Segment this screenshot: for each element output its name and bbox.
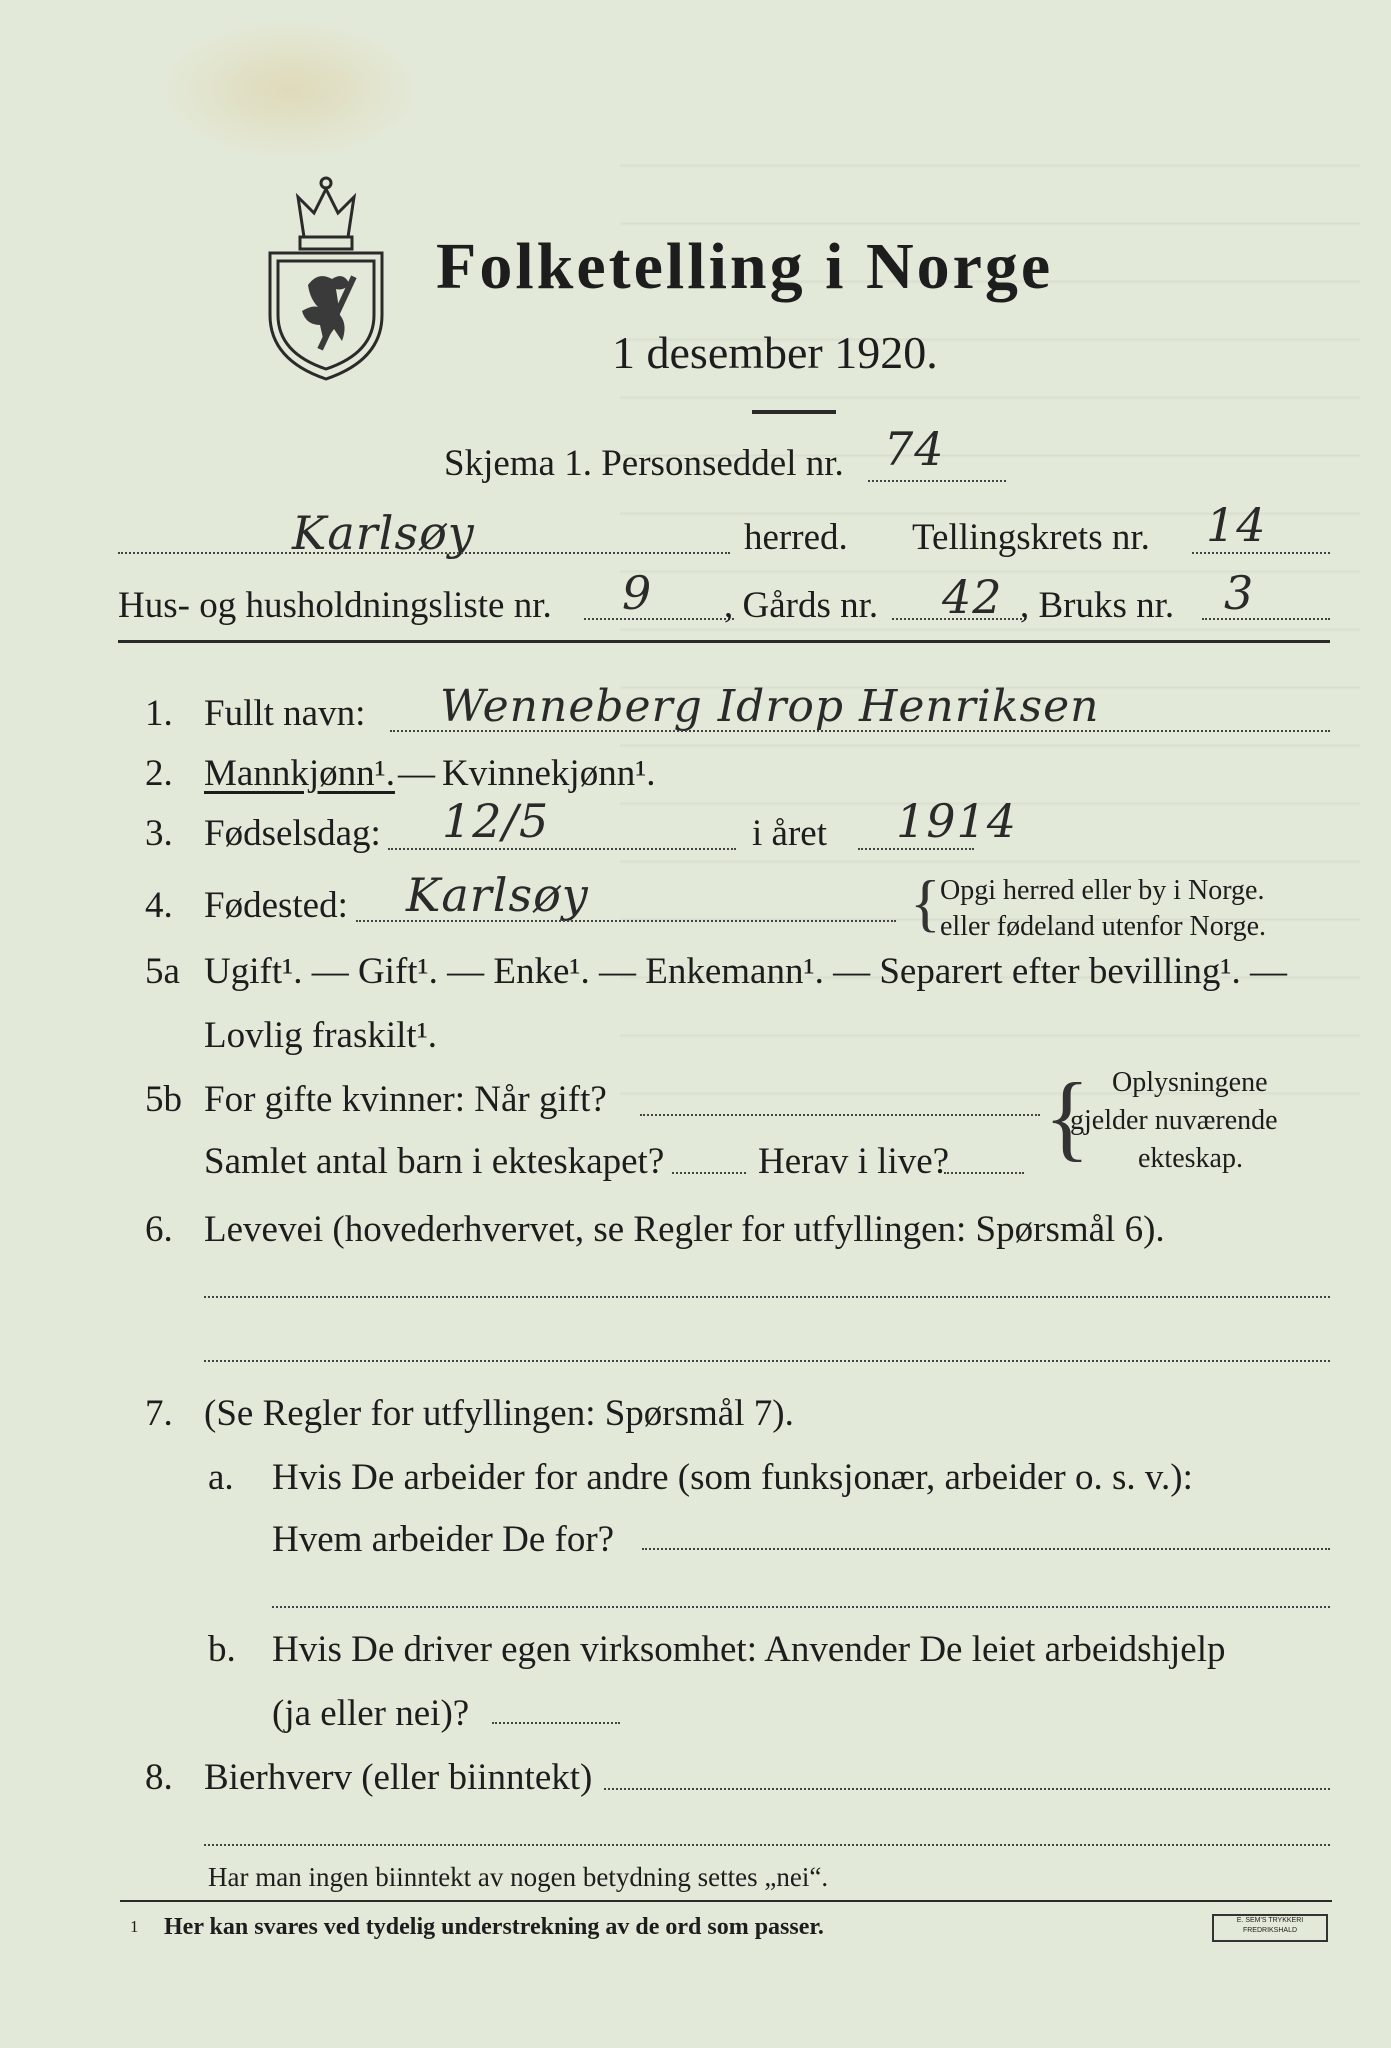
bruks-label: , Bruks nr. [1020, 585, 1175, 626]
q5b-note-2: gjelder nuværende [1070, 1105, 1278, 1136]
q7a-line-1 [642, 1548, 1330, 1550]
gards-line [892, 618, 1026, 620]
q7b-text-2: (ja eller nei)? [272, 1693, 470, 1734]
hus-line [584, 618, 734, 620]
q5b-brace: { [1044, 1063, 1091, 1170]
footnote-text: Her kan svares ved tydelig understrekning av de ord som passer. [164, 1914, 824, 1940]
bruks-value: 3 [1224, 566, 1255, 620]
q5b-note-3: ekteskap. [1138, 1143, 1243, 1174]
q7-number: 7. [145, 1393, 173, 1434]
q4-brace: { [910, 867, 941, 938]
schema-label: Skjema 1. Personseddel nr. [444, 443, 844, 484]
tellingskrets-label: Tellingskrets nr. [912, 517, 1150, 558]
q3-year-line [858, 848, 974, 850]
q7b-letter: b. [208, 1629, 236, 1670]
q7b-line [492, 1722, 620, 1724]
q3-label: Fødselsdag: [204, 813, 381, 854]
coat-of-arms-icon [262, 175, 390, 385]
herred-value: Karlsøy [292, 506, 475, 560]
q7a-letter: a. [208, 1457, 234, 1498]
herred-line [118, 552, 730, 554]
q8-number: 8. [145, 1757, 173, 1798]
q5b-note-1: Oplysningene [1112, 1067, 1268, 1098]
q4-label: Fødested: [204, 885, 348, 926]
bruks-line [1202, 618, 1330, 620]
q3-year-label: i året [752, 813, 827, 854]
gards-value: 42 [942, 570, 1003, 624]
q1-number: 1. [145, 693, 173, 734]
q8-line-2 [204, 1844, 1330, 1846]
q8-line-1 [604, 1788, 1330, 1790]
q5b-text-2: Samlet antal barn i ekteskapet? [204, 1141, 665, 1182]
q5b-text-1: For gifte kvinner: Når gift? [204, 1079, 607, 1120]
q4-birthplace-value: Karlsøy [406, 868, 589, 922]
q2-number: 2. [145, 753, 173, 794]
q6-number: 6. [145, 1209, 173, 1250]
printer-mark: E. SEM'S TRYKKERI FREDRIKSHALD [1212, 1914, 1328, 1942]
q3-number: 3. [145, 813, 173, 854]
q7b-text-1: Hvis De driver egen virksomhet: Anvender De leiet arbeidshjelp [272, 1629, 1226, 1670]
q6-text: Levevei (hovederhvervet, se Regler for utfyllingen: Spørsmål 6). [204, 1209, 1165, 1250]
tellingskrets-value: 14 [1206, 498, 1267, 552]
q6-line-1 [204, 1296, 1330, 1298]
q2-male-option: Mannkjønn¹. [204, 753, 395, 794]
q3-birthdate-value: 12/5 [442, 794, 550, 848]
q7a-text-2: Hvem arbeider De for? [272, 1519, 615, 1560]
footer-divider [120, 1900, 1332, 1902]
q8-note: Har man ingen biinntekt av nogen betydning settes „nei“. [208, 1862, 829, 1892]
q4-line [356, 920, 896, 922]
q5b-text-3: Herav i live? [758, 1141, 950, 1182]
herred-label: herred. [744, 517, 848, 558]
schema-number-value: 74 [884, 422, 945, 476]
q7a-text-1: Hvis De arbeider for andre (som funksjonær, arbeider o. s. v.): [272, 1457, 1193, 1498]
q3-year-value: 1914 [896, 794, 1018, 848]
schema-number-line [868, 480, 1006, 482]
q5b-children-line [672, 1172, 746, 1174]
hus-value: 9 [622, 566, 653, 620]
q6-line-2 [204, 1360, 1330, 1362]
q3-date-line [388, 848, 736, 850]
q4-number: 4. [145, 885, 173, 926]
gards-label: , Gårds nr. [724, 585, 879, 626]
footnote-marker: 1 [130, 1917, 139, 1936]
q2-separator: — [398, 753, 435, 794]
hus-label: Hus- og husholdningsliste nr. [118, 585, 552, 626]
q5b-married-line [640, 1114, 1040, 1116]
q5a-text-1: Ugift¹. — Gift¹. — Enke¹. — Enkemann¹. — Separert efter bevilling¹. — [204, 951, 1287, 992]
paper-stain [160, 20, 420, 160]
tellingskrets-line [1192, 552, 1330, 554]
q4-note-1: Opgi herred eller by i Norge. [940, 875, 1265, 906]
q5b-number: 5b [145, 1079, 182, 1120]
q4-note-2: eller fødeland utenfor Norge. [940, 911, 1267, 942]
q8-text: Bierhverv (eller biinntekt) [204, 1757, 593, 1798]
q5a-number: 5a [145, 951, 180, 992]
census-date: 1 desember 1920. [612, 327, 938, 378]
q5a-text-2: Lovlig fraskilt¹. [204, 1015, 438, 1056]
q7a-line-2 [272, 1606, 1330, 1608]
header-divider [118, 640, 1330, 643]
q1-label: Fullt navn: [204, 693, 366, 734]
q1-full-name-value: Wenneberg Idrop Henriksen [440, 681, 1100, 732]
q7-text: (Se Regler for utfyllingen: Spørsmål 7). [204, 1393, 794, 1434]
q1-line [390, 730, 1330, 732]
title-rule [752, 410, 836, 414]
form-title: Folketelling i Norge [436, 230, 1054, 303]
q5b-alive-line [944, 1172, 1024, 1174]
q2-female-option: Kvinnekjønn¹. [442, 753, 656, 794]
